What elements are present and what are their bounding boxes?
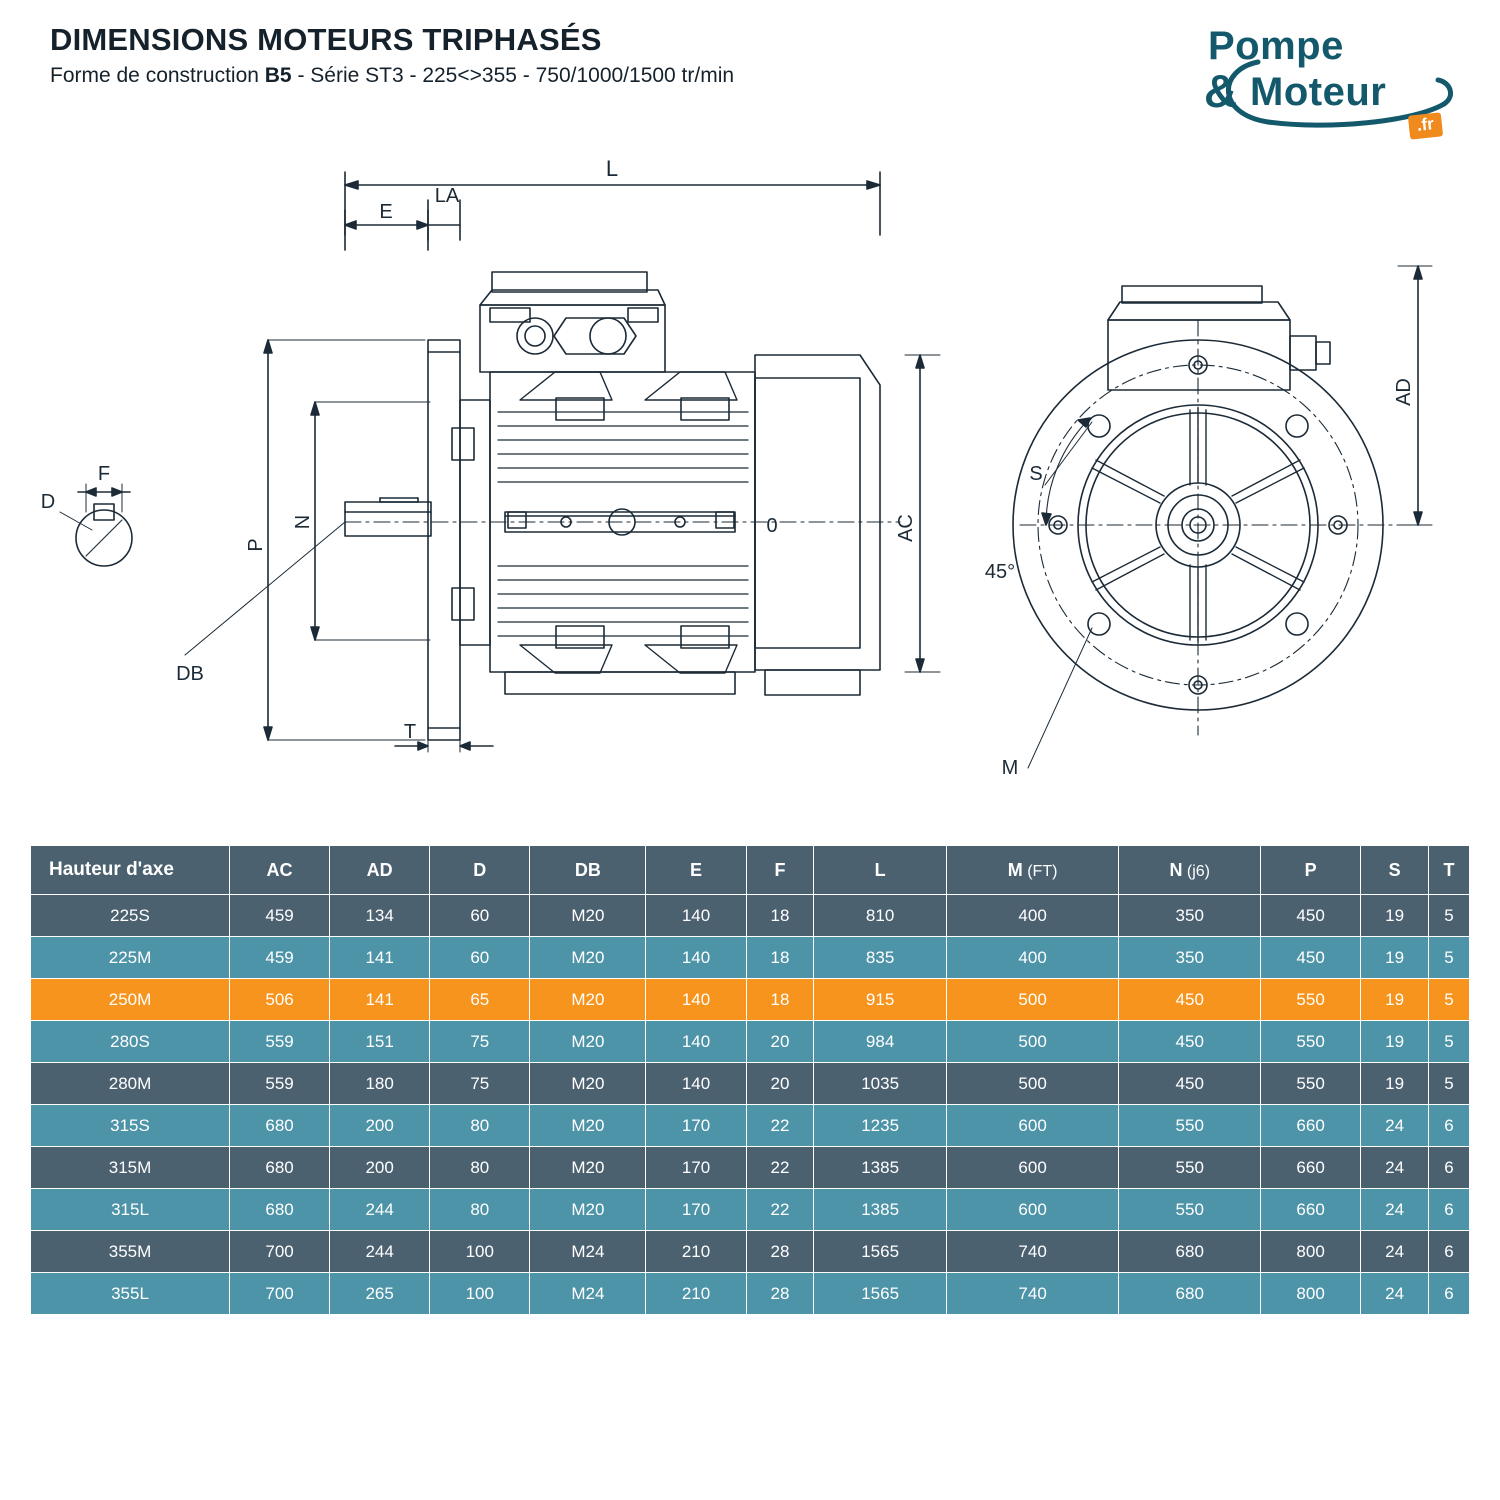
svg-text:LA: LA	[434, 185, 460, 207]
col-header-d	[430, 846, 530, 895]
table-cell: 5	[1429, 1021, 1470, 1063]
table-cell: 680	[230, 1189, 330, 1231]
table-row[interactable]	[31, 937, 1470, 979]
table-cell: 28	[746, 1273, 814, 1315]
table-cell: 6	[1429, 1273, 1470, 1315]
table-cell: 800	[1261, 1273, 1361, 1315]
col-label: E	[690, 859, 703, 880]
logo-ampersand: &	[1204, 65, 1238, 117]
col-header-m	[946, 846, 1119, 895]
table-cell: 459	[230, 937, 330, 979]
col-header-t	[1429, 846, 1470, 895]
row-label: 225S	[31, 895, 230, 937]
table-cell: 450	[1119, 1063, 1261, 1105]
row-label: 315M	[31, 1147, 230, 1189]
svg-text:S: S	[1029, 463, 1043, 485]
svg-text:P: P	[245, 538, 267, 552]
table-cell: M24	[530, 1273, 646, 1315]
dimensions-table	[30, 845, 1470, 1315]
col-label: AD	[366, 859, 393, 880]
row-label: 280S	[31, 1021, 230, 1063]
col-sub: (j6)	[1182, 862, 1210, 880]
table-cell: 28	[746, 1231, 814, 1273]
row-label: 315L	[31, 1189, 230, 1231]
table-row[interactable]	[31, 1021, 1470, 1063]
table-cell: 559	[230, 1021, 330, 1063]
table-cell: 19	[1361, 1021, 1429, 1063]
svg-text:D: D	[40, 491, 56, 513]
table-cell: 170	[646, 1189, 746, 1231]
table-cell: 210	[646, 1273, 746, 1315]
table-cell: 1565	[814, 1273, 946, 1315]
page-header	[50, 22, 734, 88]
table-cell: 140	[646, 937, 746, 979]
table-cell: 680	[230, 1105, 330, 1147]
table-cell: 151	[330, 1021, 430, 1063]
svg-text:45°: 45°	[984, 561, 1016, 583]
table-cell: 18	[746, 895, 814, 937]
row-label: 315S	[31, 1105, 230, 1147]
table-cell: 600	[946, 1147, 1119, 1189]
logo-fr-badge: .fr	[1408, 112, 1443, 139]
table-cell: M24	[530, 1231, 646, 1273]
table-cell: 559	[230, 1063, 330, 1105]
row-label: 280M	[31, 1063, 230, 1105]
col-label: N	[1169, 859, 1183, 880]
page-subtitle	[50, 64, 734, 88]
svg-text:E: E	[379, 201, 393, 223]
page-title: DIMENSIONS MOTEURS TRIPHASÉS	[50, 22, 602, 57]
table-cell: 20	[746, 1021, 814, 1063]
table-cell: 24	[1361, 1147, 1429, 1189]
table-cell: 20	[746, 1063, 814, 1105]
table-cell: 550	[1261, 1021, 1361, 1063]
table-cell: 6	[1429, 1105, 1470, 1147]
table-cell: 550	[1119, 1189, 1261, 1231]
table-cell: 180	[330, 1063, 430, 1105]
col-header-f	[746, 846, 814, 895]
table-cell: 450	[1261, 937, 1361, 979]
table-cell: 660	[1261, 1105, 1361, 1147]
col-label: T	[1443, 859, 1455, 880]
table-cell: M20	[530, 1105, 646, 1147]
table-cell: 660	[1261, 1147, 1361, 1189]
svg-text:M: M	[1001, 757, 1019, 779]
motor-drawing-svg	[0, 140, 1500, 830]
table-cell: 660	[1261, 1189, 1361, 1231]
svg-text:0: 0	[766, 515, 778, 537]
col-label: M	[1007, 859, 1023, 880]
table-cell: 550	[1261, 979, 1361, 1021]
row-label: 355L	[31, 1273, 230, 1315]
table-cell: 170	[646, 1147, 746, 1189]
subtitle-prefix: Forme de construction	[50, 64, 265, 87]
table-cell: 550	[1119, 1105, 1261, 1147]
col-header-db	[530, 846, 646, 895]
table-cell: 500	[946, 979, 1119, 1021]
table-cell: 680	[1119, 1231, 1261, 1273]
table-cell: 500	[946, 1063, 1119, 1105]
table-cell: 18	[746, 979, 814, 1021]
table-cell: 141	[330, 979, 430, 1021]
table-cell: 6	[1429, 1189, 1470, 1231]
table-cell: 350	[1119, 937, 1261, 979]
table-cell: 19	[1361, 1063, 1429, 1105]
row-label: 225M	[31, 937, 230, 979]
table-cell: 810	[814, 895, 946, 937]
table-cell: 24	[1361, 1189, 1429, 1231]
table-cell: M20	[530, 1063, 646, 1105]
table-cell: 1385	[814, 1147, 946, 1189]
table-row[interactable]	[31, 1273, 1470, 1315]
logo-line-1: Pompe	[1208, 24, 1344, 68]
table-cell: 140	[646, 1021, 746, 1063]
table-cell: 22	[746, 1189, 814, 1231]
row-label: 250M	[31, 979, 230, 1021]
brand-logo[interactable]	[1198, 18, 1468, 138]
table-cell: 5	[1429, 937, 1470, 979]
table-cell: 210	[646, 1231, 746, 1273]
col-header-hauteur	[31, 846, 230, 895]
table-cell: 244	[330, 1189, 430, 1231]
table-cell: 244	[330, 1231, 430, 1273]
table-cell: 100	[430, 1231, 530, 1273]
table-cell: 1565	[814, 1231, 946, 1273]
table-cell: 984	[814, 1021, 946, 1063]
table-cell: 680	[1119, 1273, 1261, 1315]
table-cell: 18	[746, 937, 814, 979]
table-cell: 500	[946, 1021, 1119, 1063]
table-cell: 141	[330, 937, 430, 979]
table-cell: 6	[1429, 1231, 1470, 1273]
table-cell: 550	[1119, 1147, 1261, 1189]
table-cell: M20	[530, 979, 646, 1021]
table-cell: 140	[646, 895, 746, 937]
table-cell: 800	[1261, 1231, 1361, 1273]
table-cell: 80	[430, 1147, 530, 1189]
table-cell: 5	[1429, 1063, 1470, 1105]
svg-text:AC: AC	[895, 514, 917, 542]
table-cell: 24	[1361, 1105, 1429, 1147]
col-header-e	[646, 846, 746, 895]
table-row[interactable]	[31, 895, 1470, 937]
table-cell: M20	[530, 1021, 646, 1063]
col-header-p	[1261, 846, 1361, 895]
table-cell: 1035	[814, 1063, 946, 1105]
table-cell: 22	[746, 1147, 814, 1189]
table-cell: 140	[646, 979, 746, 1021]
table-row[interactable]	[31, 1063, 1470, 1105]
table-cell: 450	[1119, 1021, 1261, 1063]
col-header-ad	[330, 846, 430, 895]
table-row[interactable]	[31, 1147, 1470, 1189]
table-row[interactable]	[31, 1231, 1470, 1273]
table-cell: 700	[230, 1231, 330, 1273]
table-cell: 740	[946, 1231, 1119, 1273]
table-cell: 5	[1429, 895, 1470, 937]
logo-line-2: Moteur	[1250, 70, 1387, 114]
col-header-ac	[230, 846, 330, 895]
table-cell: 75	[430, 1021, 530, 1063]
table-cell: 5	[1429, 979, 1470, 1021]
svg-text:DB: DB	[176, 663, 204, 685]
svg-text:F: F	[97, 463, 111, 485]
table-cell: 200	[330, 1147, 430, 1189]
dimensions-table-wrap	[30, 845, 1470, 1315]
col-header-s	[1361, 846, 1429, 895]
table-cell: 740	[946, 1273, 1119, 1315]
table-cell: 170	[646, 1105, 746, 1147]
col-label: AC	[266, 859, 293, 880]
table-cell: 600	[946, 1105, 1119, 1147]
table-cell: 835	[814, 937, 946, 979]
table-cell: 6	[1429, 1147, 1470, 1189]
col-label: P	[1304, 859, 1317, 880]
table-cell: 24	[1361, 1231, 1429, 1273]
col-label: Hauteur d'axe	[49, 859, 174, 880]
svg-text:AD: AD	[1393, 378, 1415, 406]
table-cell: M20	[530, 937, 646, 979]
table-cell: 450	[1119, 979, 1261, 1021]
table-cell: 915	[814, 979, 946, 1021]
table-cell: 60	[430, 895, 530, 937]
table-cell: 19	[1361, 979, 1429, 1021]
table-cell: 22	[746, 1105, 814, 1147]
table-cell: 550	[1261, 1063, 1361, 1105]
svg-text:T: T	[403, 721, 417, 743]
table-cell: M20	[530, 1147, 646, 1189]
subtitle-bold: B5	[264, 64, 292, 87]
table-cell: 80	[430, 1105, 530, 1147]
table-cell: 265	[330, 1273, 430, 1315]
col-label: L	[874, 859, 886, 880]
technical-drawing	[0, 140, 1500, 830]
table-cell: 200	[330, 1105, 430, 1147]
table-cell: M20	[530, 1189, 646, 1231]
table-cell: 400	[946, 895, 1119, 937]
table-cell: 1385	[814, 1189, 946, 1231]
table-cell: 80	[430, 1189, 530, 1231]
table-cell: 60	[430, 937, 530, 979]
col-label: D	[473, 859, 487, 880]
col-label: F	[774, 859, 786, 880]
table-cell: M20	[530, 895, 646, 937]
col-label: DB	[574, 859, 601, 880]
table-header-row	[31, 846, 1470, 895]
table-cell: 19	[1361, 937, 1429, 979]
col-label: S	[1388, 859, 1401, 880]
table-body	[31, 895, 1470, 1315]
table-cell: 700	[230, 1273, 330, 1315]
table-cell: 75	[430, 1063, 530, 1105]
svg-text:N: N	[292, 514, 314, 530]
table-cell: 1235	[814, 1105, 946, 1147]
row-label: 355M	[31, 1231, 230, 1273]
col-sub: (FT)	[1022, 862, 1058, 880]
table-row[interactable]	[31, 1105, 1470, 1147]
svg-text:L: L	[605, 156, 619, 181]
table-row[interactable]	[31, 1189, 1470, 1231]
table-cell: 134	[330, 895, 430, 937]
col-header-l	[814, 846, 946, 895]
table-row[interactable]	[31, 979, 1470, 1021]
table-cell: 450	[1261, 895, 1361, 937]
table-cell: 506	[230, 979, 330, 1021]
subtitle-rest: - Série ST3 - 225<>355 - 750/1000/1500 tr/min	[291, 64, 735, 87]
table-cell: 140	[646, 1063, 746, 1105]
table-cell: 24	[1361, 1273, 1429, 1315]
table-cell: 600	[946, 1189, 1119, 1231]
table-cell: 65	[430, 979, 530, 1021]
table-cell: 19	[1361, 895, 1429, 937]
table-cell: 350	[1119, 895, 1261, 937]
table-cell: 400	[946, 937, 1119, 979]
table-cell: 459	[230, 895, 330, 937]
col-header-n	[1119, 846, 1261, 895]
table-cell: 100	[430, 1273, 530, 1315]
table-cell: 680	[230, 1147, 330, 1189]
